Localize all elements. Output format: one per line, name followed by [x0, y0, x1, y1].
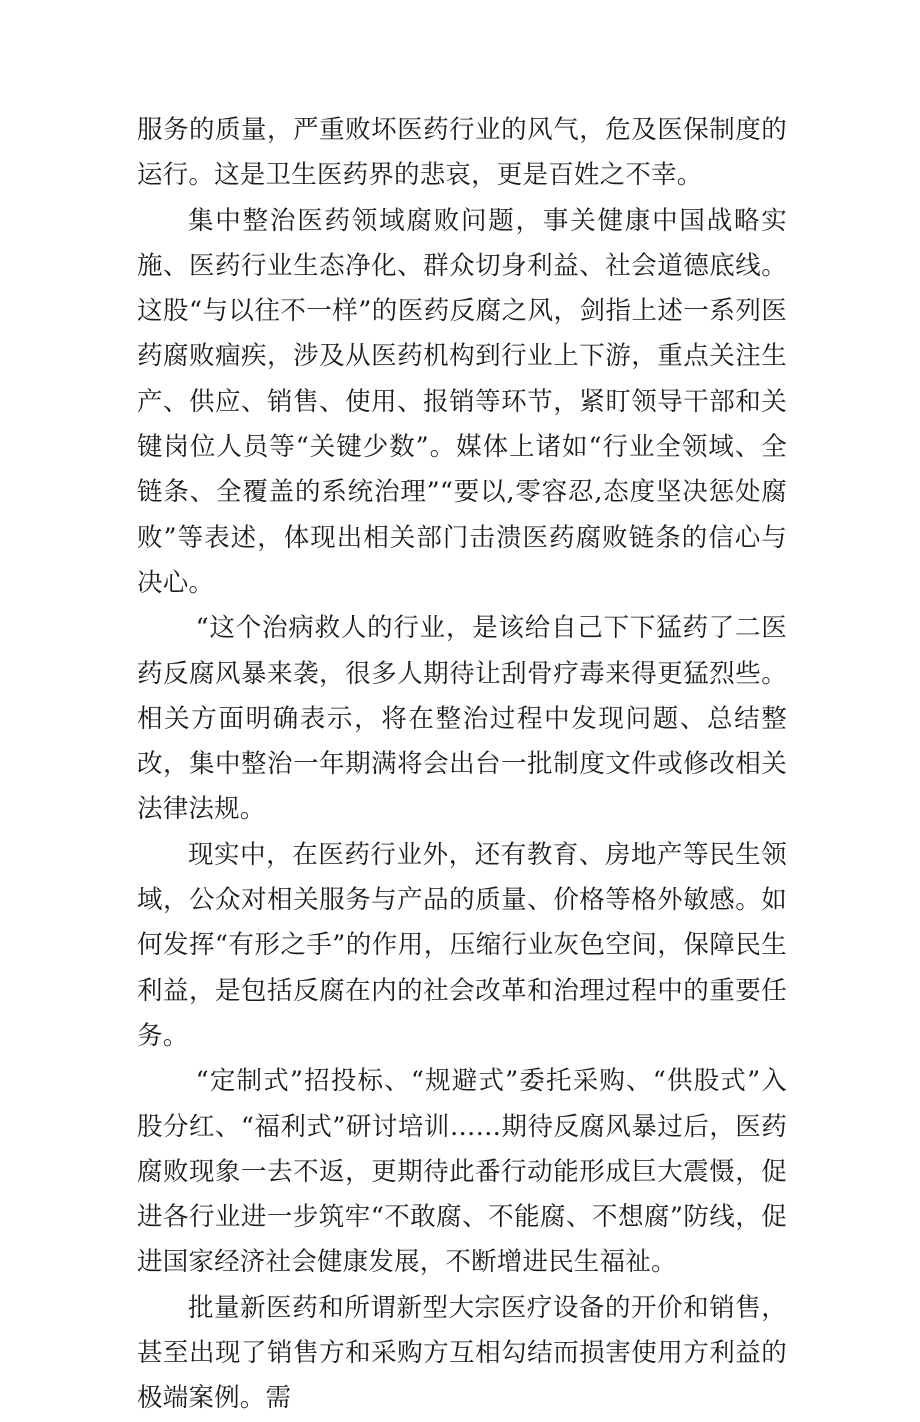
paragraph-5: “定制式”招投标、“规避式”委托采购、“供股式”入股分红、“福利式”研讨培训……期待反腐风暴过后，医药腐败现象一去不返，更期待此番行动能形成巨大震慑，促进各行业进一步筑牢“不敢腐、不能腐、不想腐”防线，促进国家经济社会健康发展，不断增进民生福祉。: [137, 1066, 787, 1278]
paragraph-4: 现实中，在医药行业外，还有教育、房地产等民生领域，公众对相关服务与产品的质量、价格等格外敏感。如何发挥“有形之手”的作用，压缩行业灰色空间，保障民生利益，是包括反腐在内的社会改革和治理过程中的重要任务。: [137, 839, 787, 1051]
paragraph-1: 服务的质量，严重败坏医药行业的风气，危及医保制度的运行。这是卫生医药界的悲哀，更是百姓之不幸。: [137, 115, 787, 191]
document-body: [137, 108, 787, 1422]
paragraph-2: 集中整治医药领域腐败问题，事关健康中国战略实施、医药行业生态净化、群众切身利益、社会道德底线。这股“与以往不一样”的医药反腐之风，剑指上述一系列医药腐败痼疾，涉及从医药机构到行业上下游，重点关注生产、供应、销售、使用、报销等环节，紧盯领导干部和关键岗位人员等“关键少数”。媒体上诸如“行业全领域、全链条、全覆盖的系统治理”“要以,零容忍,态度坚决惩处腐败”等表述，体现出相关部门击溃医药腐败链条的信心与决心。: [137, 205, 787, 598]
paragraph-3: “这个治病救人的行业，是该给自己下下猛药了二医药反腐风暴来袭，很多人期待让刮骨疗毒来得更猛烈些。相关方面明确表示，将在整治过程中发现问题、总结整改，集中整治一年期满将会出台一批制度文件或修改相关法律法规。: [137, 613, 787, 825]
paragraph-6: 批量新医药和所谓新型大宗医疗设备的开价和销售，甚至出现了销售方和采购方互相勾结而损害使用方利益的极端案例。需: [137, 1292, 787, 1414]
